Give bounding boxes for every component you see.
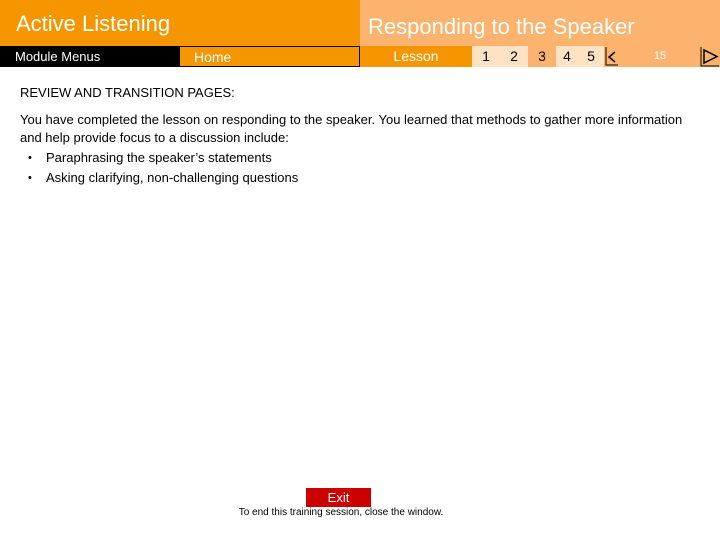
list-item-text: Paraphrasing the speaker’s statements [46, 150, 272, 165]
lesson-title: Responding to the Speaker [368, 14, 635, 39]
lesson-button[interactable]: Lesson [360, 46, 472, 67]
page-2-button[interactable]: 2 [500, 46, 528, 67]
bullet-icon: • [28, 152, 32, 164]
section-heading: REVIEW AND TRANSITION PAGES: [20, 85, 235, 100]
list-item [20, 169, 700, 187]
lesson-content [20, 84, 700, 189]
home-button[interactable]: Home [180, 46, 360, 67]
page-4-button[interactable]: 4 [556, 46, 578, 67]
course-title: Active Listening [16, 11, 171, 36]
summary-list [20, 149, 700, 187]
list-item-text: Asking clarifying, non-challenging questions [46, 170, 299, 185]
chevron-left-icon [604, 46, 620, 67]
module-menus-button[interactable]: Module Menus [0, 46, 180, 67]
play-right-icon [700, 46, 720, 67]
page-1-button[interactable]: 1 [472, 46, 500, 67]
previous-page-button[interactable] [604, 46, 620, 67]
page-3-button[interactable]: 3 [528, 46, 556, 67]
page-number: 15 [640, 46, 680, 67]
navigation-bar [0, 46, 720, 67]
exit-button[interactable]: Exit [306, 488, 371, 507]
intro-paragraph: You have completed the lesson on responding to the speaker. You learned that methods to gather more information and help provide focus to a discussion include: [20, 112, 683, 145]
page-5-button[interactable]: 5 [578, 46, 604, 67]
next-page-button[interactable] [700, 46, 720, 67]
list-item [20, 149, 700, 167]
exit-instruction: To end this training session, close the window. [238, 507, 444, 518]
bullet-icon: • [28, 172, 32, 184]
